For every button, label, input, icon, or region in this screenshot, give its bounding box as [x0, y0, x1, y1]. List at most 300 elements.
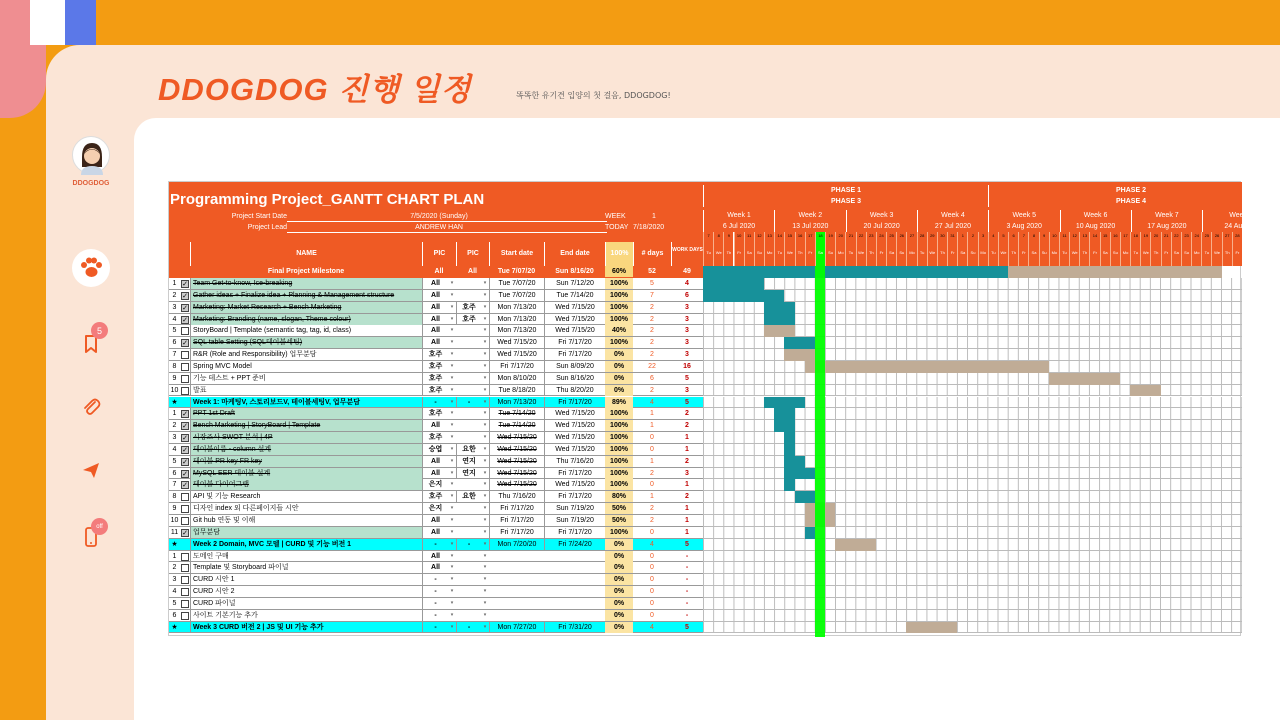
day-number: 16 [1110, 232, 1120, 240]
row-pct: 50% [605, 515, 633, 526]
row-end: Fri 7/24/20 [544, 539, 605, 550]
day-letter: Su [1181, 240, 1191, 266]
day-letter: Mo [978, 240, 988, 266]
row-work: 3 [685, 339, 689, 347]
row-pic1[interactable]: - [422, 586, 448, 597]
dropdown-arrow-icon[interactable]: ▾ [483, 445, 487, 452]
row-pic1[interactable]: 호주 [422, 373, 448, 384]
row-checkbox[interactable] [181, 363, 189, 371]
row-name: Marketing: Branding (name, slogan, Theme colour) [190, 314, 422, 325]
row-work: 1 [685, 528, 689, 536]
row-start: Mon 7/13/20 [489, 325, 544, 336]
row-pct: 0% [605, 586, 633, 597]
dropdown-arrow-icon[interactable]: ▾ [450, 623, 454, 630]
sheet-info: TODAY [605, 224, 629, 231]
day-number: 20 [1150, 232, 1160, 240]
row-pct: 80% [605, 491, 633, 502]
day-number: 15 [1100, 232, 1110, 240]
column-header: NAME [190, 242, 422, 266]
dropdown-arrow-icon[interactable]: ▾ [483, 469, 487, 476]
day-letter: Th [866, 240, 876, 266]
row-work: 2 [685, 422, 689, 430]
row-pic1[interactable]: All [422, 468, 448, 479]
row-days: 1 [650, 457, 654, 465]
day-letter: Fr [947, 240, 957, 266]
day-letter: Tu [1201, 240, 1211, 266]
row-name: 업무분담 [190, 527, 422, 538]
username-label: DDOGDOG [72, 180, 110, 187]
dropdown-arrow-icon[interactable]: ▾ [450, 422, 454, 429]
dropdown-arrow-icon[interactable]: ▾ [450, 481, 454, 488]
row-name: Git hub 연동 및 이해 [190, 515, 422, 526]
row-number: ★ [171, 540, 178, 548]
dropdown-arrow-icon[interactable]: ▾ [450, 576, 454, 583]
row-start: Tue 7/14/20 [489, 408, 544, 419]
row-pct: 50% [605, 503, 633, 514]
dropdown-arrow-icon[interactable]: ▾ [483, 564, 487, 571]
row-days: 0 [650, 445, 654, 453]
day-number: 14 [774, 232, 784, 240]
row-pic2[interactable]: 연지 [456, 456, 481, 467]
row-work: 1 [685, 481, 689, 489]
row-days: 2 [650, 386, 654, 394]
week-date: 17 Aug 2020 [1131, 221, 1202, 232]
row-pic1[interactable]: All [422, 562, 448, 573]
dropdown-arrow-icon[interactable]: ▾ [483, 422, 487, 429]
dropdown-arrow-icon[interactable]: ▾ [483, 611, 487, 618]
row-pct: 40% [605, 325, 633, 336]
dropdown-arrow-icon[interactable]: ▾ [450, 303, 454, 310]
dropdown-arrow-icon[interactable]: ▾ [483, 434, 487, 441]
row-days: 5 [650, 280, 654, 287]
row-pic2[interactable]: 연지 [456, 468, 481, 479]
row-days: 0 [650, 434, 654, 442]
row-pic1[interactable]: All [422, 325, 448, 336]
gantt-bar [784, 432, 794, 444]
dropdown-arrow-icon[interactable]: ▾ [450, 611, 454, 618]
day-number: 13 [764, 232, 774, 240]
dropdown-arrow-icon[interactable]: ▾ [483, 339, 487, 346]
day-letter: Mo [1120, 240, 1130, 266]
row-checkbox[interactable]: ✓ [182, 410, 188, 419]
dropdown-arrow-icon[interactable]: ▾ [483, 303, 487, 310]
row-pic2[interactable]: 호주 [456, 302, 481, 313]
row-checkbox[interactable]: ✓ [182, 528, 188, 537]
dropdown-arrow-icon[interactable]: ▾ [483, 481, 487, 488]
row-number: 7 [172, 351, 177, 359]
row-start: Fri 7/17/20 [489, 503, 544, 514]
row-number: 10 [170, 517, 179, 524]
row-number: 7 [172, 481, 177, 489]
day-letter: Th [1079, 240, 1089, 266]
dropdown-arrow-icon[interactable]: ▾ [450, 327, 454, 334]
row-start: Mon 8/10/20 [489, 373, 544, 384]
day-number: 10 [734, 232, 744, 240]
row-pic1[interactable]: All [422, 420, 448, 431]
row-checkbox[interactable]: ✓ [182, 445, 188, 454]
week-date: 24 Aug 2 [1202, 221, 1273, 232]
dropdown-arrow-icon[interactable]: ▾ [450, 410, 454, 417]
row-start: Wed 7/15/20 [489, 349, 544, 360]
row-checkbox[interactable] [181, 576, 189, 584]
gantt-bar [784, 479, 794, 491]
gantt-row [703, 527, 1242, 539]
row-pct: 100% [605, 290, 633, 301]
dropdown-arrow-icon[interactable]: ▾ [483, 505, 487, 512]
day-number: 3 [978, 232, 988, 240]
gantt-row [703, 278, 1242, 290]
day-number: 9 [1039, 232, 1049, 240]
dropdown-arrow-icon[interactable]: ▾ [483, 398, 487, 405]
nav-send[interactable] [72, 451, 110, 489]
row-number: 11 [170, 528, 179, 536]
row-pct: 100% [605, 479, 633, 490]
row-end: Wed 7/15/20 [544, 432, 605, 443]
dropdown-arrow-icon[interactable]: ▾ [483, 291, 487, 298]
day-letter: Th [1222, 240, 1232, 266]
row-pct: 100% [605, 314, 633, 325]
dropdown-arrow-icon[interactable]: ▾ [450, 291, 454, 298]
row-work: - [685, 564, 689, 572]
row-start: Wed 7/15/20 [489, 468, 544, 479]
dropdown-arrow-icon[interactable]: ▾ [450, 362, 454, 369]
day-letter: Fr [805, 240, 815, 266]
day-letter: Sa [886, 240, 896, 266]
row-pic1[interactable]: - [422, 397, 448, 408]
row-pct: 100% [605, 420, 633, 431]
milestone-end: Sun 8/16/20 [555, 268, 594, 275]
mobile-badge: off [91, 518, 108, 535]
dropdown-arrow-icon[interactable]: ▾ [450, 339, 454, 346]
gantt-row [703, 562, 1242, 574]
gantt-row [703, 539, 1242, 551]
dropdown-arrow-icon[interactable]: ▾ [483, 540, 487, 547]
row-end: Wed 7/15/20 [544, 325, 605, 336]
row-name: Week 1: 마케팅V, 스토리보드V, 테이블세팅V, 업무분담 [190, 397, 422, 408]
dropdown-arrow-icon[interactable]: ▾ [483, 517, 487, 523]
dropdown-arrow-icon[interactable]: ▾ [450, 599, 454, 606]
day-letter: Fr [1232, 240, 1242, 266]
row-end: Sun 7/19/20 [544, 503, 605, 514]
row-checkbox[interactable] [181, 588, 189, 596]
dropdown-arrow-icon[interactable]: ▾ [483, 327, 487, 334]
nav-attach[interactable] [72, 387, 110, 425]
day-number: 1 [957, 232, 967, 240]
row-pic1[interactable]: 호주 [422, 408, 448, 419]
nav-paw[interactable] [72, 249, 110, 287]
row-pic1[interactable]: - [422, 574, 448, 585]
row-work: - [685, 576, 689, 584]
row-days: 2 [650, 303, 654, 311]
day-letter: Mo [1191, 240, 1201, 266]
day-number: 28 [1232, 232, 1242, 240]
row-start: Tue 7/07/20 [489, 278, 544, 289]
day-letter: Tu [1130, 240, 1140, 266]
dropdown-arrow-icon[interactable]: ▾ [483, 623, 487, 630]
row-pic1[interactable]: 호주 [422, 432, 448, 443]
row-pic2[interactable]: - [456, 539, 481, 550]
milestone-bar-rest [1008, 266, 1222, 278]
row-pic2[interactable]: 요한 [456, 444, 481, 455]
gantt-row [703, 574, 1242, 586]
milestone-bar [703, 266, 1008, 278]
row-end: Fri 7/17/20 [544, 397, 605, 408]
sheet-info: Project Lead [247, 224, 287, 231]
gantt-row [703, 491, 1242, 503]
day-number: 10 [1049, 232, 1059, 240]
gantt-bar [784, 468, 815, 480]
row-start: Wed 7/15/20 [489, 456, 544, 467]
row-pic1[interactable]: - [422, 610, 448, 621]
dropdown-arrow-icon[interactable]: ▾ [483, 386, 487, 393]
week-label: Week [1202, 210, 1273, 221]
day-letter: Fr [1018, 240, 1028, 266]
dropdown-arrow-icon[interactable]: ▾ [450, 374, 454, 381]
dropdown-arrow-icon[interactable]: ▾ [450, 588, 454, 595]
row-checkbox[interactable] [181, 517, 189, 525]
row-pic1[interactable]: 호주 [422, 385, 448, 396]
day-number: 14 [1089, 232, 1099, 240]
row-days: 1 [650, 422, 654, 430]
row-work: 5 [685, 540, 689, 548]
row-pic1[interactable]: All [422, 290, 448, 301]
row-pic2[interactable]: - [456, 622, 481, 633]
row-checkbox[interactable] [181, 387, 189, 395]
dropdown-arrow-icon[interactable]: ▾ [483, 362, 487, 369]
row-pic2[interactable]: - [456, 397, 481, 408]
row-work: 3 [685, 303, 689, 311]
row-work: 5 [685, 398, 689, 406]
row-days: 2 [650, 505, 654, 513]
dropdown-arrow-icon[interactable]: ▾ [483, 493, 487, 500]
dropdown-arrow-icon[interactable]: ▾ [450, 564, 454, 571]
row-name: 도메인 구매 [190, 551, 422, 562]
sheet-info: 7/18/2020 [633, 224, 665, 231]
row-work: - [685, 552, 689, 560]
row-pic1[interactable]: - [422, 598, 448, 609]
dropdown-arrow-icon[interactable]: ▾ [450, 540, 454, 547]
row-pic1[interactable]: All [422, 278, 448, 289]
sheet-title: Programming Project_GANTT CHART PLAN [169, 182, 704, 211]
milestone-pic2: All [468, 268, 477, 275]
row-work: 1 [685, 505, 689, 513]
dropdown-arrow-icon[interactable]: ▾ [450, 398, 454, 405]
row-pic2[interactable]: 요한 [456, 491, 481, 502]
row-number: 5 [172, 599, 177, 607]
row-pct: 100% [605, 432, 633, 443]
row-checkbox[interactable]: ✓ [182, 315, 188, 324]
day-number: 20 [835, 232, 845, 240]
day-number: 24 [1191, 232, 1201, 240]
row-checkbox[interactable] [181, 612, 189, 620]
row-work: - [685, 599, 689, 607]
day-letter: Tu [845, 240, 855, 266]
gantt-bar [764, 325, 795, 337]
row-start: Mon 7/13/20 [489, 314, 544, 325]
row-name: 테이블이름 - column 설계 [190, 444, 422, 455]
day-number: 21 [1161, 232, 1171, 240]
row-checkbox[interactable]: ✓ [182, 481, 188, 490]
row-pic1[interactable]: 호주 [422, 491, 448, 502]
row-checkbox[interactable] [181, 493, 189, 501]
dropdown-arrow-icon[interactable]: ▾ [483, 552, 487, 559]
day-letter: Fr [876, 240, 886, 266]
gantt-bar [1130, 385, 1161, 397]
dropdown-arrow-icon[interactable]: ▾ [450, 517, 454, 523]
dropdown-arrow-icon[interactable]: ▾ [483, 599, 487, 606]
row-days: 0 [650, 481, 654, 489]
row-name: 사이트 기본기능 추가 [190, 610, 422, 621]
row-name: Marketing: Market Research + Bench Marketing [190, 302, 422, 313]
row-pic1[interactable]: 호주 [422, 349, 448, 360]
gantt-row [703, 610, 1242, 622]
day-letter: Tu [988, 240, 998, 266]
row-end: Fri 7/31/20 [544, 622, 605, 633]
dropdown-arrow-icon[interactable]: ▾ [483, 588, 487, 595]
row-start: Wed 7/15/20 [489, 432, 544, 443]
dropdown-arrow-icon[interactable]: ▾ [450, 351, 454, 358]
dropdown-arrow-icon[interactable]: ▾ [483, 576, 487, 583]
row-pct: 89% [605, 397, 633, 408]
row-pic1[interactable]: All [422, 456, 448, 467]
row-checkbox[interactable] [181, 600, 189, 608]
dropdown-arrow-icon[interactable]: ▾ [450, 505, 454, 512]
row-start: Fri 7/17/20 [489, 515, 544, 526]
day-number: 22 [1171, 232, 1181, 240]
dropdown-arrow-icon[interactable]: ▾ [483, 374, 487, 381]
dropdown-arrow-icon[interactable]: ▾ [450, 493, 454, 500]
row-pic2[interactable]: 호주 [456, 314, 481, 325]
row-work: 1 [685, 434, 689, 442]
dropdown-arrow-icon[interactable]: ▾ [483, 457, 487, 464]
bookmark-badge: 5 [91, 322, 108, 339]
row-pic1[interactable]: 은지 [422, 503, 448, 514]
dropdown-arrow-icon[interactable]: ▾ [483, 315, 487, 322]
gantt-bar [703, 278, 764, 290]
send-icon [80, 459, 102, 481]
day-number: 26 [1211, 232, 1221, 240]
day-letter: Th [723, 240, 733, 266]
gantt-row [703, 515, 1242, 527]
dropdown-arrow-icon[interactable]: ▾ [483, 528, 487, 535]
row-pic1[interactable]: 은지 [422, 479, 448, 490]
row-days: 7 [650, 291, 654, 299]
day-letter: Mo [764, 240, 774, 266]
row-pct: 0% [605, 562, 633, 573]
row-name: CURD 시안 1 [190, 574, 422, 585]
row-number: 6 [172, 469, 177, 477]
row-checkbox[interactable]: ✓ [182, 291, 188, 300]
gantt-bar [764, 397, 805, 409]
dropdown-arrow-icon[interactable]: ▾ [450, 469, 454, 476]
row-checkbox[interactable] [181, 553, 189, 561]
week-date: 13 Jul 2020 [774, 221, 845, 232]
week-date: 3 Aug 2020 [988, 221, 1059, 232]
column-header: # days [633, 242, 671, 266]
row-number: 1 [172, 410, 177, 418]
gantt-row [703, 598, 1242, 610]
dropdown-arrow-icon[interactable]: ▾ [450, 315, 454, 322]
day-number: 24 [876, 232, 886, 240]
day-number: 9 [723, 232, 733, 240]
dropdown-arrow-icon[interactable]: ▾ [450, 434, 454, 441]
day-letter: Tu [1059, 240, 1069, 266]
row-pic1[interactable]: All [422, 337, 448, 348]
dropdown-arrow-icon[interactable]: ▾ [450, 457, 454, 464]
row-number: 2 [172, 291, 177, 299]
dropdown-arrow-icon[interactable]: ▾ [450, 280, 454, 286]
dropdown-arrow-icon[interactable]: ▾ [450, 552, 454, 559]
row-number: 6 [172, 339, 177, 347]
row-pic1[interactable]: All [422, 527, 448, 538]
row-pic1[interactable]: - [422, 539, 448, 550]
dropdown-arrow-icon[interactable]: ▾ [483, 280, 487, 286]
day-number: 7 [703, 232, 713, 240]
row-work: 1 [685, 445, 689, 453]
row-pct: 0% [605, 598, 633, 609]
row-checkbox[interactable]: ✓ [182, 434, 188, 443]
row-pic1[interactable]: All [422, 515, 448, 526]
dropdown-arrow-icon[interactable]: ▾ [450, 445, 454, 452]
row-checkbox[interactable] [181, 351, 189, 359]
gantt-bar [774, 420, 794, 432]
row-pic1[interactable]: - [422, 622, 448, 633]
row-checkbox[interactable]: ✓ [182, 303, 188, 312]
row-checkbox[interactable] [181, 505, 189, 513]
avatar[interactable] [72, 136, 110, 174]
week-label: Week 1 [703, 210, 774, 221]
sheet-info: 7/5/2020 (Sunday) [410, 213, 468, 220]
row-checkbox[interactable] [181, 327, 189, 335]
row-work: 3 [685, 351, 689, 359]
row-work: 3 [685, 327, 689, 335]
row-checkbox[interactable]: ✓ [182, 339, 188, 348]
gantt-bar [764, 314, 795, 326]
row-work: - [685, 611, 689, 619]
dropdown-arrow-icon[interactable]: ▾ [483, 410, 487, 417]
row-pic1[interactable]: All [422, 314, 448, 325]
dropdown-arrow-icon[interactable]: ▾ [450, 386, 454, 393]
row-checkbox[interactable]: ✓ [182, 469, 188, 478]
gantt-sheet [168, 181, 1252, 636]
row-checkbox[interactable]: ✓ [182, 280, 188, 288]
day-letter: Su [1039, 240, 1049, 266]
dropdown-arrow-icon[interactable]: ▾ [483, 351, 487, 358]
row-pic1[interactable]: 승엽 [422, 444, 448, 455]
day-letter: Su [967, 240, 977, 266]
gantt-row [703, 503, 1242, 515]
row-checkbox[interactable] [181, 564, 189, 572]
row-pic1[interactable]: All [422, 302, 448, 313]
row-start: Tue 8/18/20 [489, 385, 544, 396]
row-checkbox[interactable]: ✓ [182, 422, 188, 431]
row-name: SQL table Setting (SQL테이블세팅) [190, 337, 422, 348]
row-pic1[interactable]: 호주 [422, 361, 448, 372]
row-end: Fri 7/17/20 [544, 337, 605, 348]
row-pct: 0% [605, 349, 633, 360]
row-checkbox[interactable]: ✓ [182, 457, 188, 466]
row-pct: 0% [605, 551, 633, 562]
row-checkbox[interactable] [181, 375, 189, 383]
day-letter: Sa [815, 240, 825, 266]
row-days: 22 [648, 362, 656, 370]
row-days: 6 [650, 374, 654, 382]
dropdown-arrow-icon[interactable]: ▾ [450, 528, 454, 535]
day-letter: Tu [774, 240, 784, 266]
row-pct: 100% [605, 302, 633, 313]
row-pic1[interactable]: All [422, 551, 448, 562]
gantt-bar [805, 527, 815, 539]
